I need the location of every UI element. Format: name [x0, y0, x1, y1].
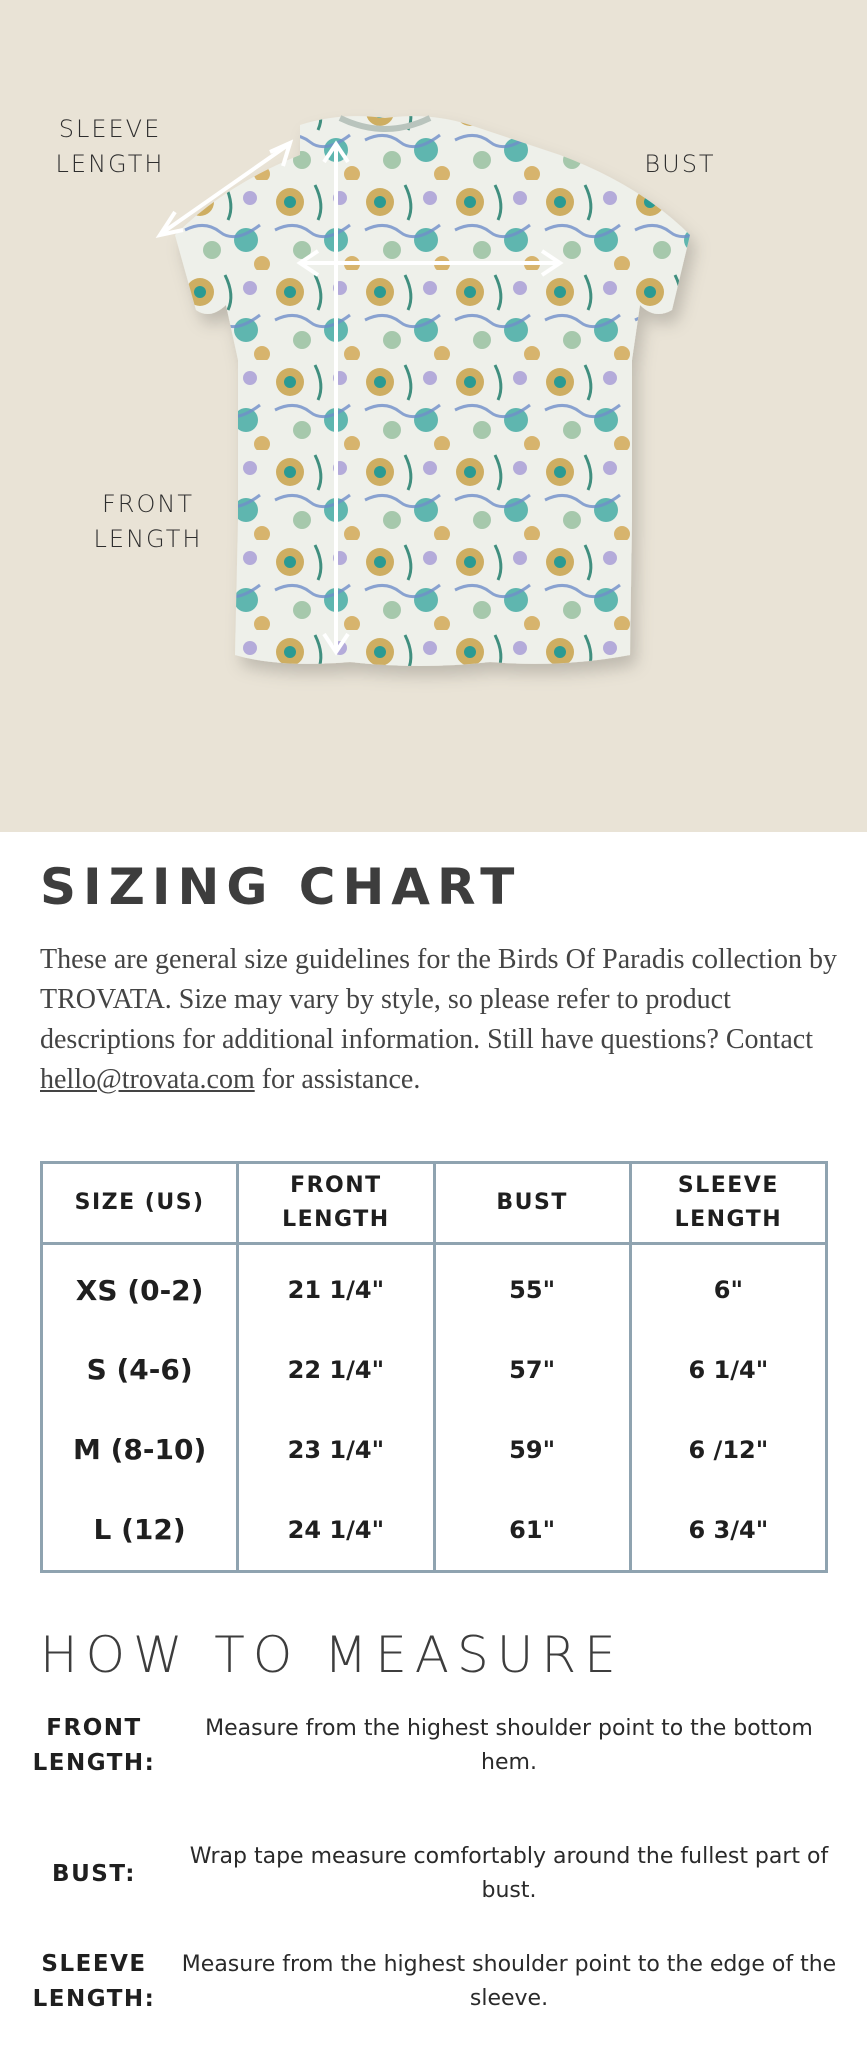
front-length-cell: 22 1/4" — [238, 1330, 434, 1410]
how-to-measure-title: HOW TO MEASURE — [40, 1626, 624, 1684]
measure-term: SLEEVE LENGTH: — [32, 1951, 156, 2012]
header-bust: BUST — [434, 1163, 630, 1244]
sleeve-length-cell: 6 /12" — [630, 1410, 826, 1490]
measure-term: BUST: — [52, 1860, 136, 1887]
size-cell: L (12) — [42, 1490, 238, 1572]
size-table — [40, 1161, 828, 1573]
intro-text — [40, 940, 840, 1100]
table-row — [42, 1410, 827, 1490]
header-sleeve-length: SLEEVE LENGTH — [630, 1163, 826, 1244]
bust-cell: 57" — [434, 1330, 630, 1410]
contact-email-link[interactable]: hello@trovata.com — [40, 1064, 255, 1095]
measure-description: Measure from the highest shoulder point to the bottom hem. — [205, 1716, 813, 1775]
intro-suffix: for assistance. — [254, 1064, 421, 1095]
bust-cell: 61" — [434, 1490, 630, 1572]
measure-item-front-length — [24, 1710, 844, 1782]
measure-description: Wrap tape measure comfortably around the fullest part of bust. — [189, 1844, 829, 1903]
sleeve-length-cell: 6" — [630, 1244, 826, 1330]
measure-description: Measure from the highest shoulder point to the edge of the sleeve. — [181, 1952, 837, 2011]
front-length-cell: 21 1/4" — [238, 1244, 434, 1330]
front-length-cell: 23 1/4" — [238, 1410, 434, 1490]
sleeve-length-label: SLEEVE LENGTH — [55, 115, 165, 178]
measure-item-bust — [24, 1839, 844, 1909]
table-row — [42, 1244, 827, 1330]
table-header-row — [42, 1163, 827, 1244]
intro-body: These are general size guidelines for the Birds Of Paradis collection by TROVATA. Size may vary by style, so please refer to product descriptions for additional information. Still have questions? Contact — [40, 944, 837, 1055]
bust-cell: 55" — [434, 1244, 630, 1330]
size-cell: M (8-10) — [42, 1410, 238, 1490]
measure-term: FRONT LENGTH: — [32, 1715, 156, 1776]
header-front-length: FRONT LENGTH — [238, 1163, 434, 1244]
size-cell: S (4-6) — [42, 1330, 238, 1410]
size-cell: XS (0-2) — [42, 1244, 238, 1330]
front-length-cell: 24 1/4" — [238, 1490, 434, 1572]
front-length-label: FRONT LENGTH — [93, 490, 203, 553]
header-size: SIZE (US) — [42, 1163, 238, 1244]
bust-cell: 59" — [434, 1410, 630, 1490]
bust-label: BUST — [644, 150, 716, 178]
sizing-chart-title: SIZING CHART — [40, 858, 522, 916]
sleeve-length-cell: 6 1/4" — [630, 1330, 826, 1410]
sleeve-length-cell: 6 3/4" — [630, 1490, 826, 1572]
measure-item-sleeve-length — [24, 1946, 844, 2018]
table-row — [42, 1490, 827, 1572]
table-row — [42, 1330, 827, 1410]
product-hero — [0, 0, 867, 832]
